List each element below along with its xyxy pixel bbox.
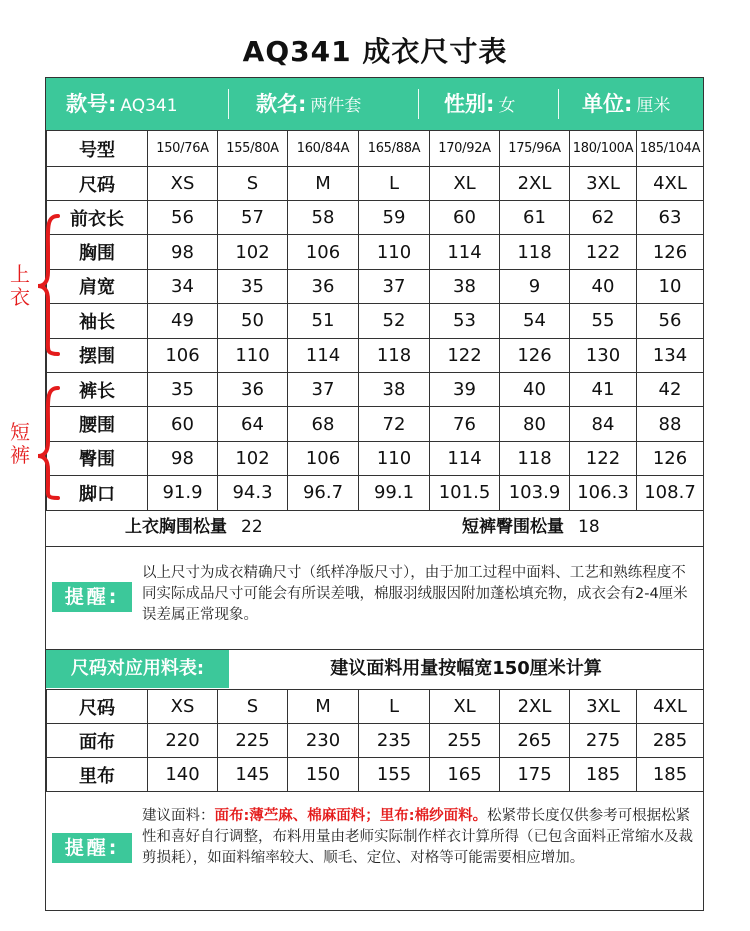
measurement-cell: 56 <box>637 304 704 338</box>
style-name-label: 款名: <box>256 92 307 116</box>
measurement-cell: 130 <box>570 338 637 372</box>
measurement-cell: 102 <box>218 441 288 475</box>
fabric-recommendation: 面布:薄苎麻、棉麻面料；里布:棉纱面料。 <box>214 808 488 824</box>
reminder-tag: 提醒: <box>52 582 132 612</box>
style-no-label: 款号: <box>66 92 117 116</box>
measurement-cell: 108.7 <box>637 476 704 510</box>
measurement-cell: 63 <box>637 201 704 235</box>
measurement-cell: 39 <box>430 372 500 406</box>
style-no-value: AQ341 <box>120 96 178 116</box>
fabric-cell: 285 <box>637 724 704 758</box>
shorts-ease-value: 18 <box>578 517 600 537</box>
measurement-cell: 102 <box>218 235 288 269</box>
measurement-row <box>47 407 704 441</box>
top-ease-value: 22 <box>241 517 263 537</box>
gender-cell <box>444 78 515 130</box>
fabric-cell: 230 <box>288 724 359 758</box>
measurement-cell: 98 <box>148 235 218 269</box>
measurement-cell: 40 <box>500 372 570 406</box>
measurement-cell: 106.3 <box>570 476 637 510</box>
measurement-cell: 42 <box>637 372 704 406</box>
unit-label: 单位: <box>582 92 633 116</box>
measurement-label: 腰围 <box>47 407 148 441</box>
fabric-cell: 145 <box>218 758 288 792</box>
measurement-cell: 54 <box>500 304 570 338</box>
divider <box>46 546 703 547</box>
measurement-cell: 58 <box>288 201 359 235</box>
measurement-cell: 101.5 <box>430 476 500 510</box>
fabric-size-cell: S <box>218 690 288 724</box>
measurement-cell: 110 <box>218 338 288 372</box>
measurement-cell: 80 <box>500 407 570 441</box>
measurement-row <box>47 269 704 303</box>
reminder-text: 以上尺寸为成衣精确尺寸（纸样净版尺寸），由于加工过程中面料、工艺和熟练程度不同实际成品尺寸可能会有所误差哦，棉服羽绒服因附加蓬松填充物，成衣会有2-4厘米误差属正常现象。 <box>142 565 688 623</box>
measurement-cell: 55 <box>570 304 637 338</box>
fabric-cell: 155 <box>359 758 430 792</box>
fabric-size-cell: 3XL <box>570 690 637 724</box>
measurement-cell: 10 <box>637 269 704 303</box>
measurement-cell: 114 <box>430 441 500 475</box>
measurement-cell: 114 <box>288 338 359 372</box>
measurement-cell: 34 <box>148 269 218 303</box>
fabric-cell: 225 <box>218 724 288 758</box>
style-no-cell <box>66 78 178 130</box>
measurement-label: 肩宽 <box>47 269 148 303</box>
fabric-table-tag: 尺码对应用料表: <box>46 650 229 688</box>
fabric-table <box>46 689 704 792</box>
measurement-cell: 36 <box>218 372 288 406</box>
model-header: 号型 <box>47 131 148 167</box>
header-divider <box>558 89 559 119</box>
measurement-cell: 9 <box>500 269 570 303</box>
measurement-cell: 61 <box>500 201 570 235</box>
measurement-cell: 94.3 <box>218 476 288 510</box>
measurement-cell: 35 <box>218 269 288 303</box>
fabric-size-header: 尺码 <box>47 690 148 724</box>
fabric-rows <box>47 724 704 792</box>
fabric-size-cell: 4XL <box>637 690 704 724</box>
shorts-ease-label: 短裤臀围松量 <box>462 517 564 537</box>
group-label-top <box>9 263 31 309</box>
measurement-cell: 110 <box>359 441 430 475</box>
model-row <box>47 131 704 167</box>
style-name-value: 两件套 <box>310 96 362 116</box>
model-cell: 175/96A <box>500 131 570 167</box>
measurement-cell: 50 <box>218 304 288 338</box>
measurement-row <box>47 441 704 475</box>
model-cell: 150/76A <box>148 131 218 167</box>
page-title: AQ341 成衣尺寸表 <box>242 35 508 68</box>
fabric-table-title: 建议面料用量按幅宽150厘米计算 <box>330 658 602 679</box>
measurement-cell: 38 <box>359 372 430 406</box>
fabric-cell: 165 <box>430 758 500 792</box>
measurement-cell: 118 <box>500 441 570 475</box>
measurement-cell: 62 <box>570 201 637 235</box>
measurement-row <box>47 235 704 269</box>
size-table <box>46 130 704 511</box>
fabric-row-label: 里布 <box>47 758 148 792</box>
measurement-cell: 118 <box>500 235 570 269</box>
measurement-cell: 118 <box>359 338 430 372</box>
measurement-label: 脚口 <box>47 476 148 510</box>
model-cell: 170/92A <box>430 131 500 167</box>
measurement-cell: 88 <box>637 407 704 441</box>
fabric-cell: 255 <box>430 724 500 758</box>
fabric-size-cell: L <box>359 690 430 724</box>
measurement-cell: 36 <box>288 269 359 303</box>
unit-value: 厘米 <box>636 96 671 116</box>
model-cell: 180/100A <box>570 131 637 167</box>
measurement-cell: 37 <box>359 269 430 303</box>
measurement-cell: 98 <box>148 441 218 475</box>
shorts-ease <box>462 512 600 537</box>
fabric-row <box>47 724 704 758</box>
group-label-text: 短裤 <box>10 420 30 467</box>
size-cell: XL <box>430 167 500 201</box>
measurement-cell: 126 <box>637 441 704 475</box>
measurement-cell: 38 <box>430 269 500 303</box>
fabric-cell: 235 <box>359 724 430 758</box>
header-divider <box>228 89 229 119</box>
measurement-cell: 52 <box>359 304 430 338</box>
measurement-row <box>47 476 704 510</box>
size-cell: 3XL <box>570 167 637 201</box>
size-cell: L <box>359 167 430 201</box>
fabric-cell: 185 <box>570 758 637 792</box>
fabric-size-cell: XS <box>148 690 218 724</box>
size-header: 尺码 <box>47 167 148 201</box>
fabric-reminder-prefix: 建议面料： <box>142 808 215 824</box>
model-cell: 165/88A <box>359 131 430 167</box>
brace-icon <box>32 210 66 510</box>
measurement-cell: 60 <box>430 201 500 235</box>
measurement-cell: 106 <box>288 235 359 269</box>
measurement-cell: 76 <box>430 407 500 441</box>
size-row <box>47 167 704 201</box>
measurement-cell: 41 <box>570 372 637 406</box>
top-ease-label: 上衣胸围松量 <box>125 517 227 537</box>
header-divider <box>418 89 419 119</box>
unit-cell <box>582 78 670 130</box>
size-cell: M <box>288 167 359 201</box>
measurement-label: 前衣长 <box>47 201 148 235</box>
fabric-cell: 275 <box>570 724 637 758</box>
measurement-cell: 40 <box>570 269 637 303</box>
measurement-cell: 122 <box>430 338 500 372</box>
measurement-label: 摆围 <box>47 338 148 372</box>
measurement-cell: 110 <box>359 235 430 269</box>
measurement-label: 袖长 <box>47 304 148 338</box>
fabric-size-cell: 2XL <box>500 690 570 724</box>
measurement-cell: 106 <box>288 441 359 475</box>
fabric-reminder-text <box>142 806 697 869</box>
gender-value: 女 <box>498 96 516 116</box>
measurement-cell: 99.1 <box>359 476 430 510</box>
measurement-cell: 60 <box>148 407 218 441</box>
fabric-reminder-body: 松紧带长度仅供参考可根据松紧性和喜好自行调整，布料用量由老师实际制作样衣计算所得（已包含面料正常缩水及裁剪损耗），如面料缩率较大、顺毛、定位、对格等可能需要相应增加。 <box>142 808 693 866</box>
measurement-cell: 37 <box>288 372 359 406</box>
measurement-label: 裤长 <box>47 372 148 406</box>
measurement-cell: 122 <box>570 441 637 475</box>
fabric-size-row <box>47 690 704 724</box>
measurement-cell: 91.9 <box>148 476 218 510</box>
fabric-size-cell: M <box>288 690 359 724</box>
fabric-cell: 150 <box>288 758 359 792</box>
measurement-cell: 53 <box>430 304 500 338</box>
fabric-row <box>47 758 704 792</box>
group-label-shorts <box>9 421 31 467</box>
top-ease <box>125 512 263 537</box>
fabric-row-label: 面布 <box>47 724 148 758</box>
measurement-cell: 134 <box>637 338 704 372</box>
measurement-cell: 103.9 <box>500 476 570 510</box>
measurement-cell: 49 <box>148 304 218 338</box>
group-label-text: 上衣 <box>10 262 30 309</box>
measurement-cell: 51 <box>288 304 359 338</box>
model-cell: 185/104A <box>637 131 704 167</box>
measurement-cell: 106 <box>148 338 218 372</box>
measurement-cell: 114 <box>430 235 500 269</box>
size-cell: 2XL <box>500 167 570 201</box>
fabric-cell: 220 <box>148 724 218 758</box>
measurement-row <box>47 338 704 372</box>
fabric-cell: 175 <box>500 758 570 792</box>
size-cell: 4XL <box>637 167 704 201</box>
measurement-cell: 68 <box>288 407 359 441</box>
model-cell: 160/84A <box>288 131 359 167</box>
measurement-cell: 57 <box>218 201 288 235</box>
fabric-cell: 140 <box>148 758 218 792</box>
measurement-cell: 72 <box>359 407 430 441</box>
measurement-cell: 126 <box>500 338 570 372</box>
fabric-cell: 265 <box>500 724 570 758</box>
size-cell: S <box>218 167 288 201</box>
measurement-cell: 64 <box>218 407 288 441</box>
size-cell: XS <box>148 167 218 201</box>
reminder-tag: 提醒: <box>52 833 132 863</box>
measurement-row <box>47 372 704 406</box>
measurement-row <box>47 304 704 338</box>
model-cell: 155/80A <box>218 131 288 167</box>
fabric-size-cell: XL <box>430 690 500 724</box>
gender-label: 性别: <box>444 92 495 116</box>
measurement-cell: 59 <box>359 201 430 235</box>
measurement-cell: 35 <box>148 372 218 406</box>
info-header-bar <box>46 78 703 130</box>
measurement-row <box>47 201 704 235</box>
measurement-label: 胸围 <box>47 235 148 269</box>
style-name-cell <box>256 78 361 130</box>
measurement-cell: 56 <box>148 201 218 235</box>
measurement-label: 臀围 <box>47 441 148 475</box>
measurement-cell: 84 <box>570 407 637 441</box>
measurement-rows <box>47 201 704 511</box>
fabric-cell: 185 <box>637 758 704 792</box>
measurement-cell: 122 <box>570 235 637 269</box>
measurement-cell: 126 <box>637 235 704 269</box>
measurement-cell: 96.7 <box>288 476 359 510</box>
